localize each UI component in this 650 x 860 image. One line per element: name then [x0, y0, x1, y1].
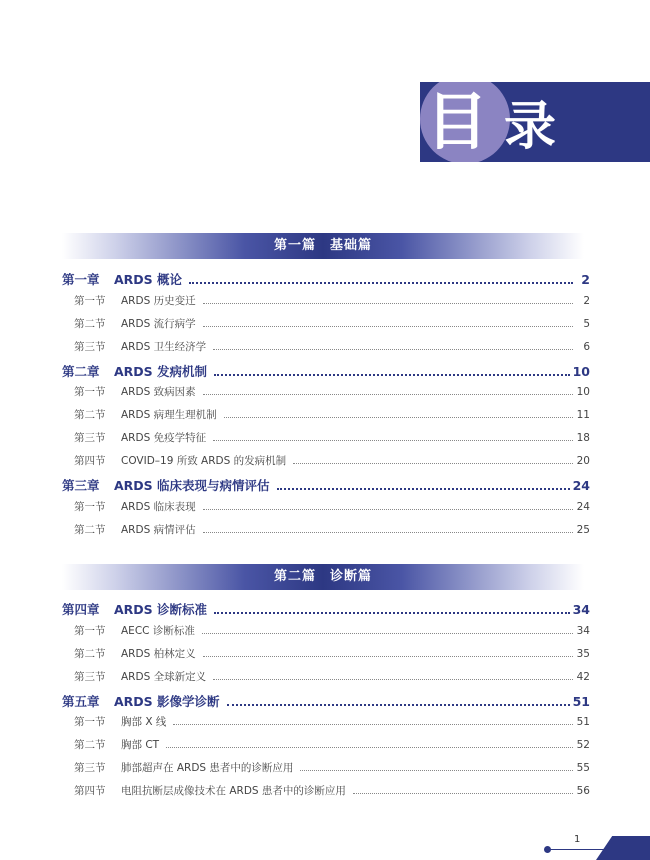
chapter-number: 第一章 — [62, 272, 100, 287]
section-number: 第四节 — [74, 455, 106, 468]
chapter-title: ARDS 临床表现与病情评估 — [114, 478, 270, 494]
chapter-number: 第二章 — [62, 363, 100, 379]
section-page-number: 24 — [576, 500, 590, 513]
chapter-title: ARDS 影像学诊断 — [114, 693, 220, 709]
section-title: ARDS 全球新定义 — [121, 670, 207, 683]
chapter-number: 第三章 — [62, 478, 100, 494]
toc-section-row[interactable] — [62, 737, 590, 760]
section-title: ARDS 病理生理机制 — [121, 409, 217, 422]
toc-chapter-row[interactable] — [62, 362, 590, 385]
part-2-title: 第二篇 诊断篇 — [273, 569, 372, 584]
dot-leader — [203, 388, 573, 395]
section-page-number: 42 — [576, 670, 590, 683]
section-title: ARDS 致病因素 — [121, 386, 196, 399]
section-title: 胸部 X 线 — [121, 716, 167, 729]
section-page-number: 5 — [583, 317, 590, 330]
dot-leader — [293, 457, 573, 464]
toc-section-row[interactable] — [62, 453, 590, 476]
chapter-title: ARDS 诊断标准 — [114, 602, 208, 617]
toc-section-row[interactable] — [62, 407, 590, 430]
toc-section-row[interactable] — [62, 316, 590, 339]
section-page-number: 6 — [583, 340, 590, 353]
section-number: 第二节 — [74, 647, 106, 660]
toc-section-row[interactable] — [62, 339, 590, 362]
section-title: ARDS 流行病学 — [121, 317, 196, 330]
toc-section-row[interactable] — [62, 669, 590, 692]
section-title: ARDS 临床表现 — [121, 500, 196, 513]
dot-leader — [203, 649, 573, 656]
section-title: AECC 诊断标准 — [121, 624, 195, 637]
toc-section-row[interactable] — [62, 783, 590, 806]
dot-leader — [300, 764, 573, 771]
dot-leader — [277, 481, 570, 490]
dot-leader — [214, 367, 570, 376]
toc-section-row[interactable] — [62, 384, 590, 407]
part-1-banner — [62, 233, 584, 259]
dot-leader — [227, 697, 570, 706]
section-number: 第二节 — [74, 523, 106, 536]
chapter-page-number: 10 — [572, 363, 590, 379]
section-page-number: 51 — [576, 716, 590, 729]
chapter-page-number: 51 — [572, 693, 590, 709]
section-title: 胸部 CT — [121, 739, 160, 752]
dot-leader — [203, 319, 573, 326]
section-number: 第一节 — [74, 624, 106, 637]
section-number: 第一节 — [74, 294, 106, 307]
section-number: 第四节 — [74, 785, 106, 798]
toc-section-row[interactable] — [62, 499, 590, 522]
dot-leader — [202, 627, 573, 634]
toc-section-row[interactable] — [62, 646, 590, 669]
section-title: ARDS 免疫学特征 — [121, 432, 207, 445]
section-page-number: 20 — [576, 455, 590, 468]
section-page-number: 25 — [576, 523, 590, 536]
section-title: ARDS 病情评估 — [121, 523, 196, 536]
dot-leader — [214, 605, 570, 614]
section-page-number: 18 — [576, 432, 590, 445]
chapter-number: 第四章 — [62, 602, 100, 617]
section-page-number: 56 — [576, 785, 590, 798]
section-number: 第二节 — [74, 409, 106, 422]
section-number: 第三节 — [74, 670, 106, 683]
toc-section-row[interactable] — [62, 293, 590, 316]
toc-chapter-row[interactable] — [62, 600, 590, 623]
footer-tab-decoration — [596, 836, 650, 860]
chapter-title: ARDS 概论 — [114, 272, 183, 287]
section-title: 肺部超声在 ARDS 患者中的诊断应用 — [121, 762, 294, 775]
section-number: 第一节 — [74, 716, 106, 729]
section-number: 第三节 — [74, 340, 106, 353]
part-1-toc-list — [62, 270, 590, 545]
toc-section-row[interactable] — [62, 623, 590, 646]
section-number: 第三节 — [74, 432, 106, 445]
section-title: ARDS 卫生经济学 — [121, 340, 207, 353]
section-title: ARDS 柏林定义 — [121, 647, 196, 660]
page-number: 1 — [574, 834, 581, 845]
section-page-number: 55 — [576, 762, 590, 775]
dot-leader — [203, 503, 573, 510]
section-page-number: 52 — [576, 739, 590, 752]
section-page-number: 34 — [576, 624, 590, 637]
footer-dot — [544, 846, 551, 853]
chapter-number: 第五章 — [62, 693, 100, 709]
toc-chapter-row[interactable] — [62, 270, 590, 293]
toc-section-row[interactable] — [62, 714, 590, 737]
chapter-page-number: 2 — [581, 272, 590, 287]
section-title: ARDS 历史变迁 — [121, 294, 196, 307]
dot-leader — [353, 787, 573, 794]
dot-leader — [224, 411, 573, 418]
dot-leader — [213, 342, 573, 349]
dot-leader — [189, 275, 573, 284]
chapter-page-number: 24 — [572, 478, 590, 494]
footer-rule — [548, 849, 604, 850]
section-number: 第三节 — [74, 762, 106, 775]
toc-section-row[interactable] — [62, 760, 590, 783]
dot-leader — [213, 672, 573, 679]
section-title: COVID–19 所致 ARDS 的发病机制 — [121, 455, 287, 468]
section-page-number: 10 — [576, 386, 590, 399]
dot-leader — [213, 434, 573, 441]
toc-title-block — [420, 82, 650, 162]
dot-leader — [166, 741, 573, 748]
section-number: 第一节 — [74, 500, 106, 513]
section-number: 第二节 — [74, 317, 106, 330]
title-char-lu: 录 — [504, 97, 557, 157]
dot-leader — [173, 718, 573, 725]
title-char-mu: 目 — [426, 85, 489, 158]
toc-section-row[interactable] — [62, 430, 590, 453]
dot-leader — [203, 526, 573, 533]
section-number: 第一节 — [74, 386, 106, 399]
part-2-banner — [62, 564, 584, 590]
chapter-page-number: 34 — [572, 602, 590, 617]
toc-chapter-row[interactable] — [62, 692, 590, 715]
part-1-title: 第一篇 基础篇 — [273, 238, 372, 253]
section-number: 第二节 — [74, 739, 106, 752]
section-title: 电阻抗断层成像技术在 ARDS 患者中的诊断应用 — [121, 785, 346, 798]
dot-leader — [203, 297, 573, 304]
section-page-number: 35 — [576, 647, 590, 660]
section-page-number: 2 — [583, 294, 590, 307]
toc-section-row[interactable] — [62, 522, 590, 545]
toc-chapter-row[interactable] — [62, 476, 590, 499]
chapter-title: ARDS 发病机制 — [114, 363, 208, 379]
part-2-toc-list — [62, 600, 590, 806]
section-page-number: 11 — [576, 409, 590, 422]
